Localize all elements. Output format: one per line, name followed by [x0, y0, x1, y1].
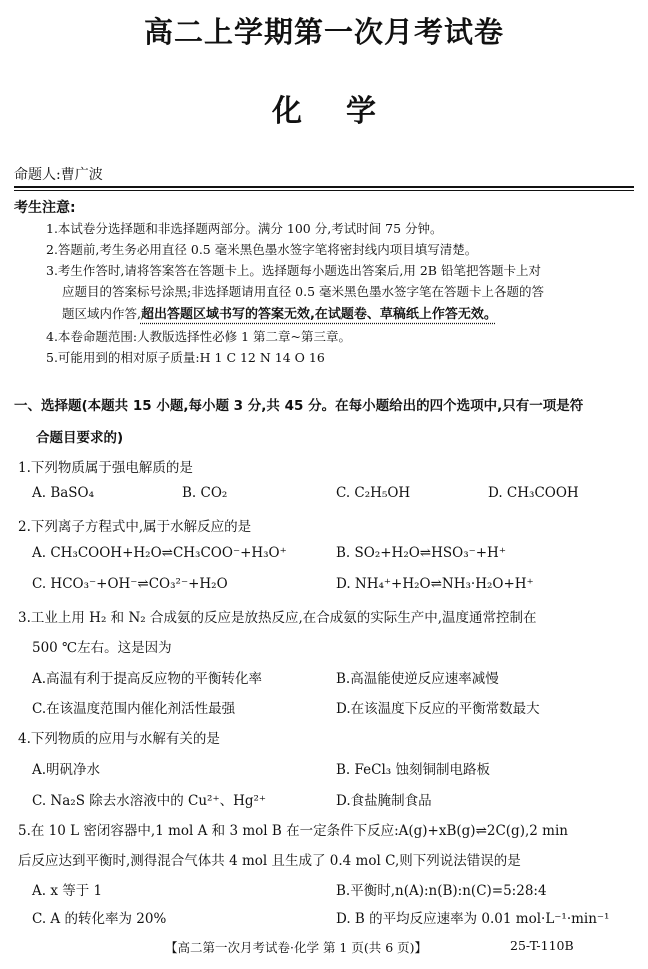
notice-item-3-cont: 应题目的答案标号涂黑;非选择题请用直径 0.5 毫米黑色墨水签字笔在答题卡上各题的答: [62, 284, 545, 299]
question-5-stem-cont: 后反应达到平衡时,测得混合气体共 4 mol 且生成了 0.4 mol C,则下列说法错误的是: [18, 853, 521, 869]
question-3-stem-cont: 500 ℃左右。这是因为: [32, 640, 172, 656]
header-rule-thin: [14, 190, 634, 191]
q3-option-a: A.高温有利于提高反应物的平衡转化率: [32, 671, 263, 687]
q5-option-c: C. A 的转化率为 20%: [32, 911, 167, 927]
question-5-stem: 5.在 10 L 密闭容器中,1 mol A 和 3 mol B 在一定条件下反应:A(g)+xB(g)⇌2C(g),2 min: [18, 823, 568, 839]
notice-item-5: 5.可能用到的相对原子质量:H 1 C 12 N 14 O 16: [46, 350, 325, 365]
section-heading: 一、选择题(本题共 15 小题,每小题 3 分,共 45 分。在每小题给出的四个选项中,只有一项是符: [14, 398, 584, 414]
q1-option-d: D. CH₃COOH: [488, 485, 579, 501]
q5-option-d: D. B 的平均反应速率为 0.01 mol·L⁻¹·min⁻¹: [336, 911, 610, 927]
q2-option-c: C. HCO₃⁻+OH⁻⇌CO₃²⁻+H₂O: [32, 576, 228, 592]
q4-option-a: A.明矾净水: [32, 762, 101, 778]
q2-option-b: B. SO₂+H₂O⇌HSO₃⁻+H⁺: [336, 545, 506, 561]
q4-option-d: D.食盐腌制食品: [336, 793, 432, 809]
footer-page-info: 【高二第一次月考试卷·化学 第 1 页(共 6 页)】: [165, 940, 428, 955]
q4-option-c: C. Na₂S 除去水溶液中的 Cu²⁺、Hg²⁺: [32, 793, 267, 809]
author-line: 命题人:曹广波: [14, 167, 103, 183]
question-4-stem: 4.下列物质的应用与水解有关的是: [18, 731, 220, 747]
q3-option-c: C.在该温度范围内催化剂活性最强: [32, 701, 236, 717]
q1-option-b: B. CO₂: [182, 485, 228, 501]
notice-item-3: 3.考生作答时,请将答案答在答题卡上。选择题每小题选出答案后,用 2B 铅笔把答题卡上对: [46, 263, 541, 278]
notice-item-3-cont2: [62, 303, 497, 322]
q5-option-b: B.平衡时,n(A):n(B):n(C)=5:28:4: [336, 883, 547, 899]
section-heading-cont: 合题目要求的): [36, 430, 124, 446]
footer-exam-code: 25-T-110B: [510, 938, 574, 953]
q4-option-b: B. FeCl₃ 蚀刻铜制电路板: [336, 762, 490, 778]
notice-heading: 考生注意:: [14, 200, 76, 216]
notice-item-4: 4.本卷命题范围:人教版选择性必修 1 第二章~第三章。: [46, 329, 352, 344]
subject-title: 化学: [272, 94, 420, 129]
notice-item-2: 2.答题前,考生务必用直径 0.5 毫米黑色墨水签字笔将密封线内项目填写清楚。: [46, 242, 478, 257]
question-3-stem: 3.工业上用 H₂ 和 N₂ 合成氨的反应是放热反应,在合成氨的实际生产中,温度通常控制在: [18, 610, 537, 626]
question-2-stem: 2.下列离子方程式中,属于水解反应的是: [18, 519, 252, 535]
question-1-stem: 1.下列物质属于强电解质的是: [18, 460, 193, 476]
q2-option-d: D. NH₄⁺+H₂O⇌NH₃·H₂O+H⁺: [336, 576, 534, 592]
exam-title: 高二上学期第一次月考试卷: [143, 15, 504, 49]
notice-emphasis: 超出答题区域书写的答案无效,在试题卷、草稿纸上作答无效。: [140, 307, 497, 322]
notice-item-1: 1.本试卷分选择题和非选择题两部分。满分 100 分,考试时间 75 分钟。: [46, 221, 443, 236]
header-rule: [14, 186, 634, 188]
q1-option-c: C. C₂H₅OH: [336, 485, 411, 501]
q3-option-d: D.在该温度下反应的平衡常数最大: [336, 701, 540, 717]
q2-option-a: A. CH₃COOH+H₂O⇌CH₃COO⁻+H₃O⁺: [32, 545, 287, 561]
notice-item-3-text: 题区域内作答,: [62, 306, 141, 321]
q5-option-a: A. x 等于 1: [32, 883, 103, 899]
q1-option-a: A. BaSO₄: [32, 485, 95, 501]
q3-option-b: B.高温能使逆反应速率减慢: [336, 671, 499, 687]
